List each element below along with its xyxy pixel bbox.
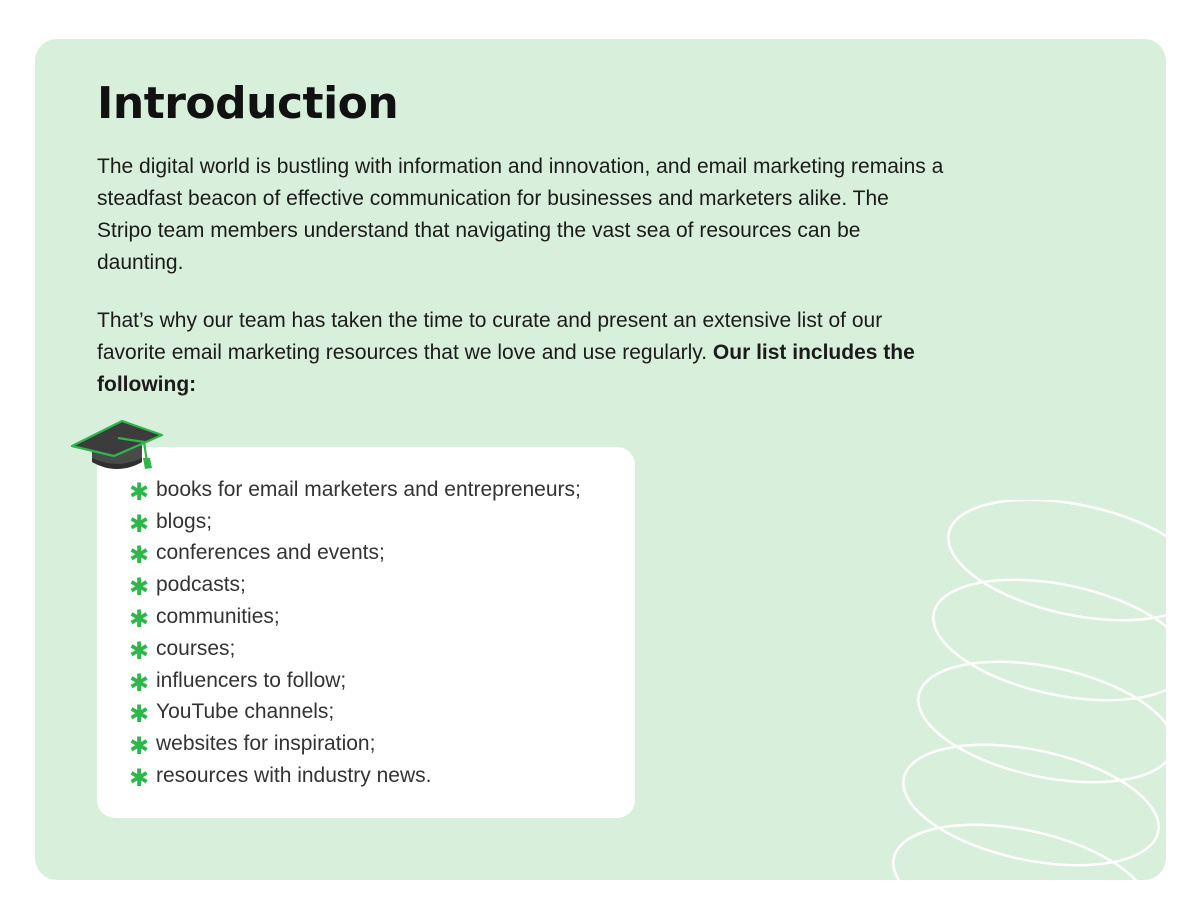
list-item (129, 569, 635, 601)
list-item-text: influencers to follow; (156, 668, 347, 692)
list-item-text: resources with industry news. (156, 764, 432, 788)
asterisk-icon: ✱ (129, 477, 150, 506)
list-item (129, 760, 635, 792)
intro-card (35, 39, 1166, 880)
asterisk-icon: ✱ (129, 605, 150, 634)
asterisk-icon: ✱ (129, 509, 150, 538)
list-item (129, 665, 635, 697)
list-item-text: conferences and events; (156, 541, 385, 565)
asterisk-icon: ✱ (129, 764, 150, 793)
intro-paragraph-2 (97, 305, 947, 401)
asterisk-icon: ✱ (129, 541, 150, 570)
asterisk-icon: ✱ (129, 573, 150, 602)
asterisk-icon: ✱ (129, 668, 150, 697)
list-item (129, 697, 635, 729)
list-item-text: blogs; (156, 509, 213, 533)
intro-paragraph-2-text: That’s why our team has taken the time to curate and present an extensive list of our favorite email marketing resources that we love and use regularly. (97, 309, 883, 364)
intro-paragraph-2-bold: Our list includes the following: (97, 341, 915, 396)
asterisk-icon: ✱ (129, 636, 150, 665)
asterisk-icon: ✱ (129, 700, 150, 729)
list-item (129, 538, 635, 570)
list-item (129, 601, 635, 633)
list-item-text: communities; (156, 605, 280, 629)
intro-content (97, 78, 947, 401)
graduation-cap-icon (70, 418, 164, 474)
resource-list-box (97, 447, 635, 818)
page-title: Introduction (97, 78, 399, 129)
list-item-text: websites for inspiration; (156, 732, 376, 756)
list-item-text: courses; (156, 636, 236, 660)
list-item-text: podcasts; (156, 573, 246, 597)
list-item-text: YouTube channels; (156, 700, 335, 724)
swirl-decoration (846, 500, 1166, 880)
list-item-text: books for email marketers and entrepreneurs; (156, 477, 581, 501)
list-item (129, 728, 635, 760)
list-item (129, 506, 635, 538)
intro-paragraph-1: The digital world is bustling with information and innovation, and email marketing remains a steadfast beacon of effective communication for businesses and marketers alike. The Stripo team members understand that navigating the vast sea of resources can be daunting. (97, 155, 944, 274)
resource-list (97, 447, 635, 792)
asterisk-icon: ✱ (129, 732, 150, 761)
list-item (129, 633, 635, 665)
list-item (129, 474, 635, 506)
